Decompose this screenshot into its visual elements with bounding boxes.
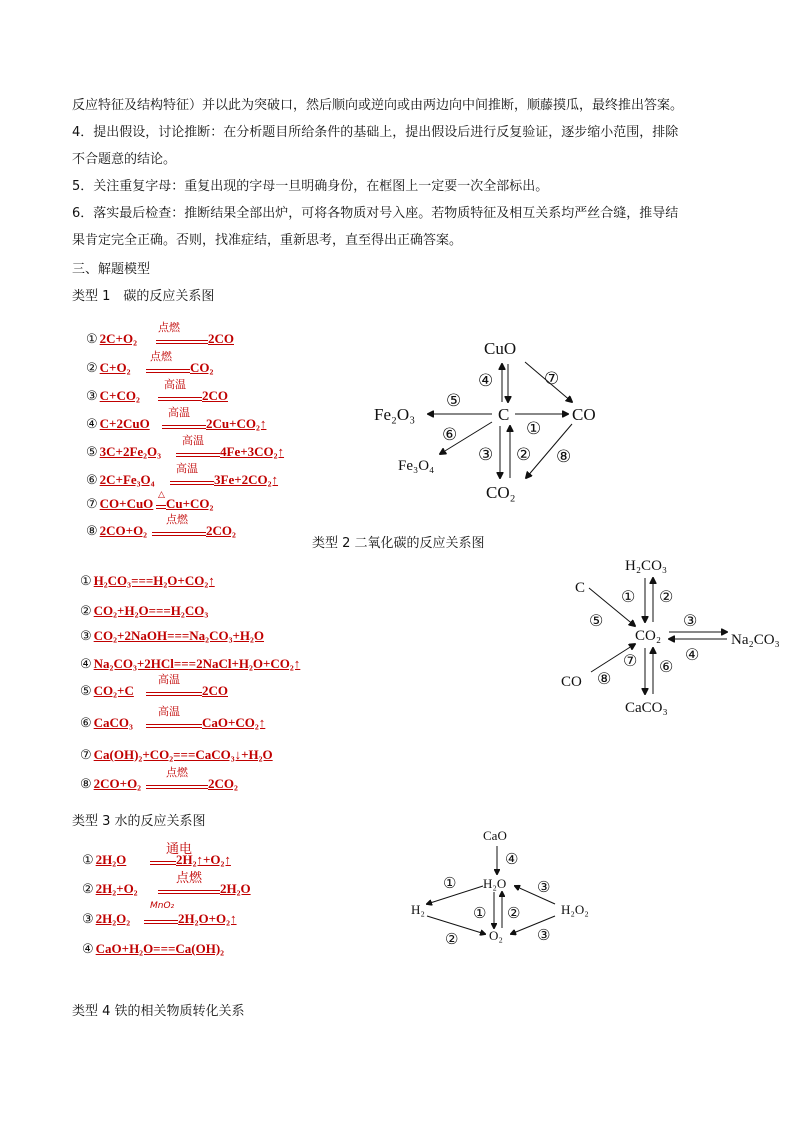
water-diagram [405,822,615,952]
paragraph-line: 6．落实最后检查：推断结果全部出炉，可将各物质对号入座。若物质特征及相互关系均严丝合缝，推导结 [72,206,679,221]
label-6: ⑥ [442,425,458,444]
label-8: ⑧ [597,671,612,688]
paragraph-line: 反应特征及结构特征）并以此为突破口，然后顺向或逆向或由两边向中间推断，顺藤摸瓜，最终推出答案。 [72,98,684,113]
paragraph-line: 5．关注重复字母：重复出现的字母一旦明确身份，在框图上一定要一次全部标出。 [72,179,549,194]
water-reaction-4: ④ CaO+H₂O===Ca(OH)₂ [82,941,225,956]
node-o2: O₂ [489,928,503,943]
label-1: ① [621,589,636,606]
label-1: ① [443,876,457,892]
reaction-2: ② C+O₂ 点燃 CO₂ [86,350,214,375]
label-5: ⑤ [446,391,462,410]
reaction-8: ⑧ 2CO+O₂ 点燃 2CO₂ [86,513,236,538]
label-6: ⑥ [659,659,674,676]
label-8: ⑧ [556,447,572,466]
co2-reaction-7: ⑦ Ca(OH)₂+CO₂===CaCO₃↓+H₂O [80,747,273,762]
reaction-6: ⑥ 2C+Fe₃O₄ 高温 3Fe+2CO₂↑ [86,462,279,487]
label-3: ③ [478,445,494,464]
water-reaction-3: ③ 2H₂O₂ MnO₂ 2H₂O+O₂↑ [82,901,237,926]
type1-heading: 类型 1 碳的反应关系图 [72,289,215,304]
label-1: ① [526,419,542,438]
node-c: C [498,405,510,424]
label-3: ③ [537,880,551,896]
node-c: C [575,580,586,596]
label-3: ③ [537,928,551,944]
label-3: ③ [683,613,698,630]
node-na2co3: Na₂CO₃ [731,632,780,648]
co2-reaction-2: ② CO₂+H₂O===H₂CO₃ [80,603,209,618]
section-heading: 三、解题模型 [72,262,151,277]
co2-reaction-5: ⑤ CO₂+C 高温 2CO [80,673,228,698]
label-7: ⑦ [544,369,560,388]
label-2: ② [445,932,459,948]
label-5: ⑤ [589,613,604,630]
reaction-1: ① 2C+O₂ 点燃 2CO [86,321,234,346]
label-2: ② [516,445,532,464]
co2-reaction-8: ⑧ 2CO+O₂ 点燃 2CO₂ [80,766,238,791]
node-caco3: CaCO₃ [625,700,668,716]
node-fe2o3: Fe₂O₃ [374,405,416,424]
node-h2: H₂ [411,902,425,917]
water-reaction-2: ② 2H₂+O₂ 点燃 2H₂O [82,871,251,896]
node-fe3o4: Fe₃O₄ [398,458,435,474]
co2-reaction-4: ④ Na₂CO₃+2HCl===2NaCl+H₂O+CO₂↑ [80,656,301,671]
co2-diagram [555,548,794,718]
paragraph-line: 果肯定完全正确。否则，找准症结，重新思考，直至得出正确答案。 [72,233,463,248]
label-2: ② [659,589,674,606]
node-co: CO [572,405,596,424]
reaction-4: ④ C+2CuO 高温 2Cu+CO₂↑ [86,406,267,431]
type2-caption: 类型 2 二氧化碳的反应关系图 [312,536,485,551]
node-co2: CO₂ [635,628,662,644]
co2-reaction-6: ⑥ CaCO₃ 高温 CaO+CO₂↑ [80,705,266,730]
type4-caption: 类型 4 铁的相关物质转化关系 [72,1004,245,1019]
node-h2co3: H₂CO₃ [625,558,668,574]
label-7: ⑦ [623,653,638,670]
paragraph-line: 4．提出假设，讨论推断：在分析题目所给条件的基础上，提出假设后进行反复验证，逐步缩小范围，排除 [72,125,679,140]
label-2: ② [507,906,521,922]
reaction-3: ③ C+CO₂ 高温 2CO [86,378,228,403]
co2-reaction-1: ① H₂CO₃===H₂O+CO₂↑ [80,573,215,588]
paragraph-line: 不合题意的结论。 [72,152,177,167]
label-4: ④ [478,371,494,390]
label-4: ④ [685,647,700,664]
node-co2: CO₂ [486,483,516,502]
co2-reaction-3: ③ CO₂+2NaOH===Na₂CO₃+H₂O [80,628,265,643]
carbon-diagram [360,330,620,510]
node-cao: CaO [483,828,507,843]
reaction-7: ⑦ CO+CuO △ Cu+CO₂ [86,490,214,511]
type3-caption: 类型 3 水的反应关系图 [72,814,206,829]
node-cuo: CuO [484,339,517,358]
node-h2o: H₂O [483,876,507,891]
water-reaction-1: ① 2H₂O 通电 2H₂↑+O₂↑ [82,842,231,867]
node-h2o2: H₂O₂ [561,902,589,917]
label-4: ④ [505,852,519,868]
reaction-5: ⑤ 3C+2Fe₂O₃ 高温 4Fe+3CO₂↑ [86,434,285,459]
node-co: CO [561,674,582,690]
label-1: ① [473,906,487,922]
